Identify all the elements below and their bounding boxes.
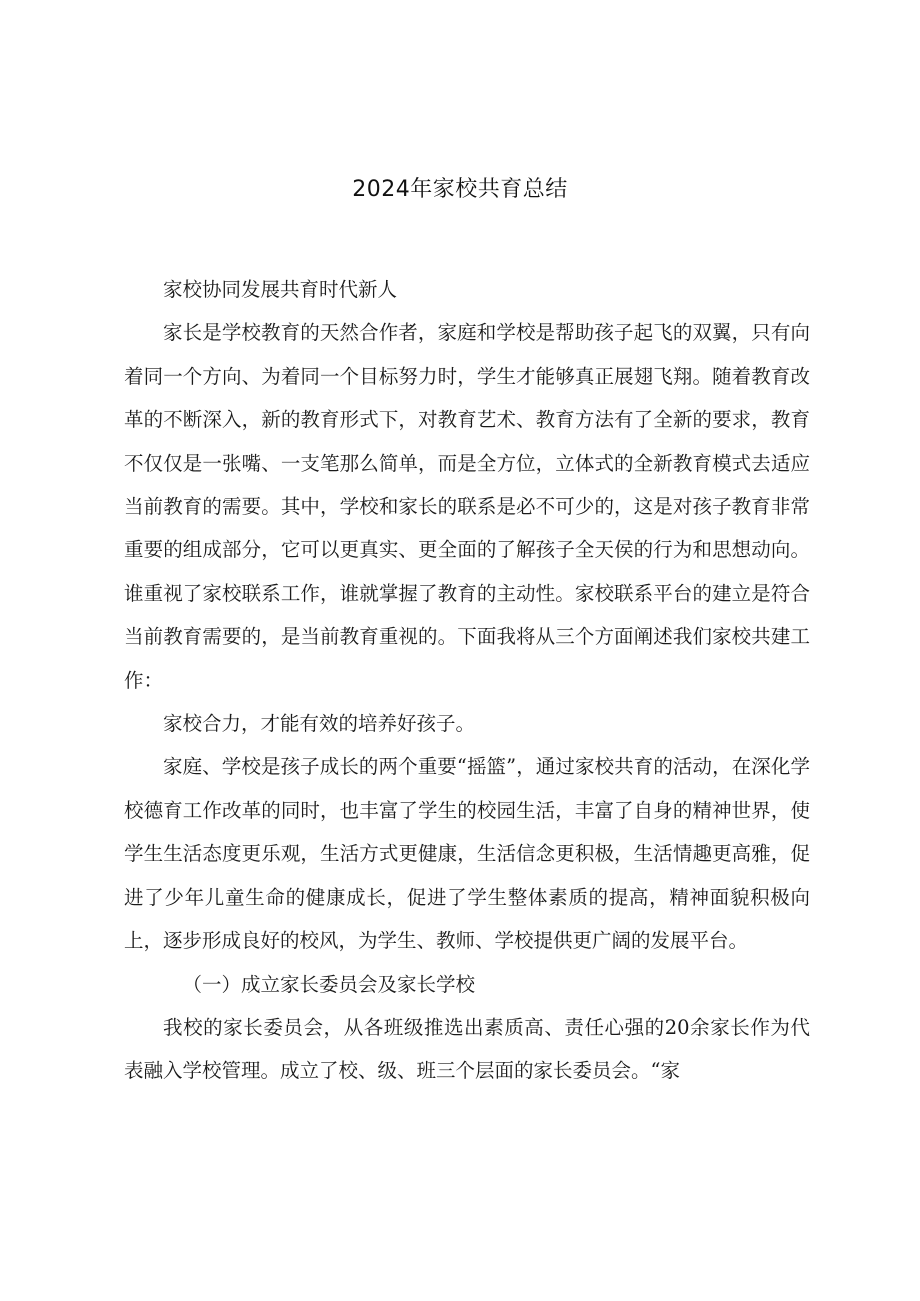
paragraph-family-school: 家庭、学校是孩子成长的两个重要“摇篮”，通过家校共育的活动，在深化学校德育工作改革的同时，也丰富了学生的校园生活，丰富了自身的精神世界，使学生生活态度更乐观，生活方式更健康，生活信念更积极，生活情趣更高雅，促进了少年儿童生命的健康成长，促进了学生整体素质的提高，精神面貌积极向上，逐步形成良好的校风，为学生、教师、学校提供更广阔的发展平台。 — [124, 755, 810, 953]
document-title: 2024年家校共育总结 — [352, 177, 568, 202]
paragraph-committee: 我校的家长委员会，从各班级推选出素质高、责任心强的20余家长作为代表融入学校管理。成立了校、级、班三个层面的家长委员会。“家 — [124, 1015, 810, 1083]
paragraph-subtitle: 家校协同发展共育时代新人 — [163, 278, 398, 301]
document-body — [124, 268, 810, 1093]
paragraph-subheading-committee: （一）成立家长委员会及家长学校 — [182, 972, 476, 996]
paragraph-intro: 家长是学校教育的天然合作者，家庭和学校是帮助孩子起飞的双翼，只有向着同一个方向、为着同一个目标努力时，学生才能够真正展翅飞翔。随着教育改革的不断深入，新的教育形式下，对教育艺术、教育方法有了全新的要求，教育不仅仅是一张嘴、一支笔那么简单，而是全方位，立体式的全新教育模式去适应当前教育的需要。其中，学校和家长的联系是必不可少的，这是对孩子教育非常重要的组成部分，它可以更真实、更全面的了解孩子全天侯的行为和思想动向。谁重视了家校联系工作，谁就掌握了教育的主动性。家校联系平台的建立是符合当前教育需要的，是当前教育重视的。下面我将从三个方面阐述我们家校共建工作： — [124, 321, 810, 692]
paragraph-section-heading: 家校合力，才能有效的培养好孩子。 — [163, 712, 476, 736]
